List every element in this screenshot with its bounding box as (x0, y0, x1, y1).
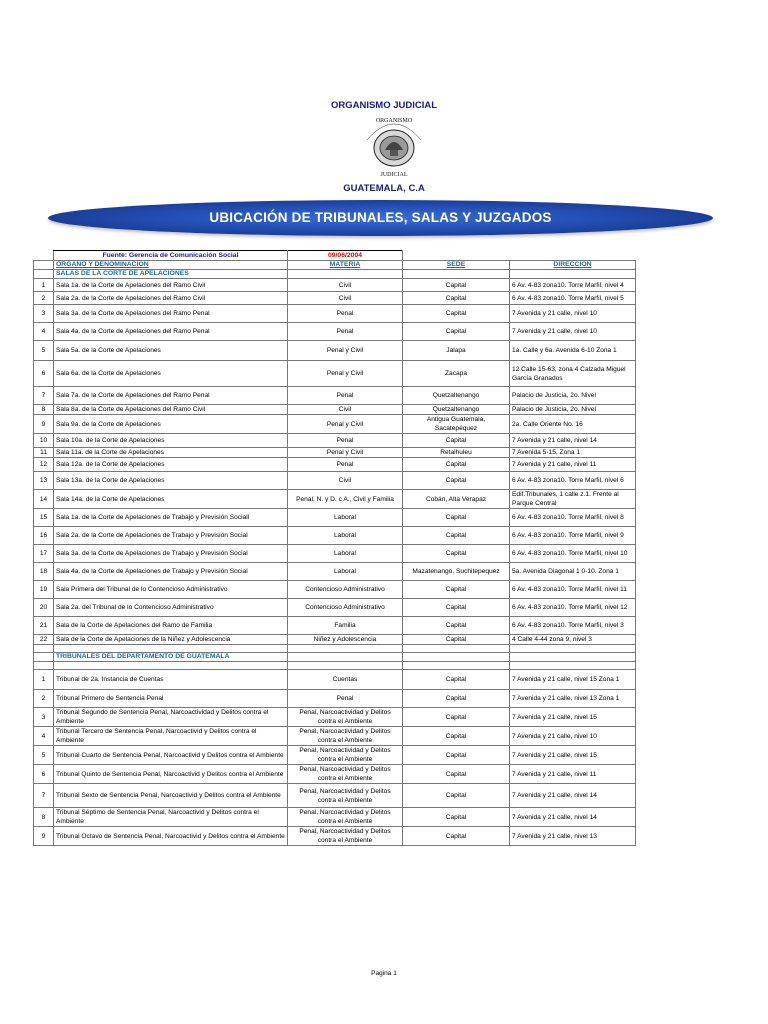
row-direccion: 7 Avenida y 21 calle, nivel 13 Zona 1 (510, 690, 636, 708)
row-materia: Laboral (288, 545, 403, 563)
row-number: 3 (34, 708, 54, 727)
row-direccion: 6 Av. 4-83 zona10. Torre Marfil, nivel 11 (510, 581, 636, 599)
row-direccion: 4 Calle 4-44 zona 9, nivel 3 (510, 635, 636, 645)
row-direccion: 12 Calle 15-63, zona 4 Calzada Miguel García Granados (510, 361, 636, 387)
row-direccion: 6 Av. 4-83 zona10. Torre Marfil, nivel 8 (510, 509, 636, 527)
row-sede: Capital (403, 581, 510, 599)
header-sede: SEDE (403, 261, 510, 270)
row-sede: Capital (403, 635, 510, 645)
row-sede: Capital (403, 617, 510, 635)
table-row (34, 387, 636, 405)
row-organo: Sala 1a. de la Corte de Apelaciones del Ramo Civil (54, 279, 288, 292)
row-materia: Penal y Civil (288, 341, 403, 361)
page-footer: Pagina 1 (371, 970, 397, 977)
row-direccion: 7 Avenida y 21 calle, nivel 14 (510, 784, 636, 808)
source-date: 09/06/2004 (288, 251, 403, 261)
row-sede: Capital (403, 727, 510, 746)
table-row (34, 292, 636, 305)
table-row (34, 617, 636, 635)
row-direccion: 7 Avenida y 21 calle, nivel 14 (510, 434, 636, 448)
judicial-seal-logo (355, 112, 433, 180)
row-organo: Tribunal Quinto de Sentencia Penal, Narcoactivid y Delitos contra el Ambiente (54, 765, 288, 784)
row-organo: Sala 2a. de la Corte de Apelaciones de Trabajo y Previsión Social (54, 527, 288, 545)
row-organo: Sala 3a. de la Corte de Apelaciones de Trabajo y Previsión Social (54, 545, 288, 563)
row-number: 7 (34, 784, 54, 808)
row-materia: Familia (288, 617, 403, 635)
row-organo: Sala 4a. de la Corte de Apelaciones del Ramo Penal (54, 323, 288, 341)
row-direccion: Palacio de Justicia, 2o. Nivel (510, 387, 636, 405)
row-materia: Penal y Civil (288, 448, 403, 458)
table-row (34, 808, 636, 827)
empty-cell (34, 645, 54, 653)
source-row (34, 251, 636, 261)
row-number: 7 (34, 387, 54, 405)
row-materia: Penal, Narcoactividad y Delitos contra el Ambiente (288, 784, 403, 808)
section-title: SALAS DE LA CORTE DE APELACIONES (54, 270, 288, 279)
row-direccion: 6 Av. 4-83 zona10. Torre Marfil, nivel 4 (510, 279, 636, 292)
row-organo: Sala 11a. de la Corte de Apelaciones (54, 448, 288, 458)
row-materia: Penal (288, 458, 403, 472)
row-organo: Sala 1a. de la Corte de Apelaciones de Trabajo y Previsión Sociall (54, 509, 288, 527)
table-row (34, 405, 636, 415)
row-direccion: 6 Av. 4-83 zona10. Torre Marfil, nivel 9 (510, 527, 636, 545)
row-organo: Sala de la Corte de Apelaciones de la Niñez y Adolescencia (54, 635, 288, 645)
org-title: ORGANISMO JUDICIAL (330, 100, 438, 111)
row-direccion: 5a. Avenida Diagonal 1 0-10. Zona 1 (510, 563, 636, 581)
table-row (34, 448, 636, 458)
row-organo: Tribunal Octavo de Sentencia Penal, Narcoactivid y Delitos contra el Ambiente (54, 827, 288, 846)
row-number: 15 (34, 509, 54, 527)
table-row (34, 341, 636, 361)
row-sede: Capital (403, 323, 510, 341)
row-sede: Capital (403, 746, 510, 765)
row-number: 1 (34, 279, 54, 292)
row-organo: Sala 7a. de la Corte de Apelaciones del Ramo Penal (54, 387, 288, 405)
row-sede: Capital (403, 765, 510, 784)
row-materia: Penal, Narcoactividad y Delitos contra el Ambiente (288, 708, 403, 727)
empty-cell (54, 662, 288, 670)
row-organo: Sala 13a. de la Corte de Apelaciones (54, 472, 288, 490)
row-materia: Penal y Civil (288, 361, 403, 387)
row-number: 5 (34, 341, 54, 361)
row-direccion: 1a. Calle y 6a. Avenida 6-10 Zona 1 (510, 341, 636, 361)
row-number: 5 (34, 746, 54, 765)
table-row (34, 361, 636, 387)
row-sede: Capital (403, 827, 510, 846)
section-spacer (34, 270, 54, 279)
empty-cell (403, 662, 510, 670)
table-row (34, 635, 636, 645)
section-spacer (288, 653, 403, 662)
row-sede: Retalhuleu (403, 448, 510, 458)
row-number: 6 (34, 361, 54, 387)
row-number: 4 (34, 323, 54, 341)
column-header-row (34, 261, 636, 270)
section-spacer (510, 270, 636, 279)
table-row (34, 323, 636, 341)
row-materia: Penal y Civil (288, 415, 403, 434)
row-materia: Penal (288, 323, 403, 341)
row-number: 3 (34, 305, 54, 323)
row-number: 13 (34, 472, 54, 490)
row-organo: Sala 14a. de la Corte de Apelaciones (54, 490, 288, 509)
row-direccion: 7 Avenida y 21 calle, nivel 11 (510, 458, 636, 472)
row-organo: Sala 2a. de la Corte de Apelaciones del Ramo Civil (54, 292, 288, 305)
row-direccion: 6 Av. 4-83 zona10. Torre Marfil, nivel 10 (510, 545, 636, 563)
row-materia: Laboral (288, 563, 403, 581)
row-number: 4 (34, 727, 54, 746)
empty-cell (288, 645, 403, 653)
row-materia: Penal, Narcoactividad y Delitos contra el Ambiente (288, 746, 403, 765)
empty-row (34, 662, 636, 670)
table-row (34, 599, 636, 617)
section-row (34, 270, 636, 279)
row-sede: Capital (403, 509, 510, 527)
row-organo: Tribunal Segundo de Sentencia Penal, Narcoactividad y Delitos contra el Ambiente (54, 708, 288, 727)
row-materia: Penal (288, 434, 403, 448)
row-materia: Laboral (288, 527, 403, 545)
row-direccion: 7 Avenida y 21 calle, nivel 14 (510, 808, 636, 827)
row-sede: Mazatenango, Suchitepequez (403, 563, 510, 581)
row-number: 11 (34, 448, 54, 458)
row-organo: Sala 3a. de la Corte de Apelaciones del Ramo Penal (54, 305, 288, 323)
table-row (34, 490, 636, 509)
row-direccion: 7 Avenida y 21 calle, nivel 15 (510, 708, 636, 727)
table-row (34, 727, 636, 746)
table-row (34, 581, 636, 599)
row-organo: Tribunal Sexto de Sentencia Penal, Narcoactivid y Delitos contra el Ambiente (54, 784, 288, 808)
row-direccion: 7 Avenida y 21 calle, nivel 11 (510, 765, 636, 784)
section-spacer (403, 270, 510, 279)
row-materia: Civil (288, 292, 403, 305)
row-sede: Capital (403, 808, 510, 827)
row-materia: Civil (288, 279, 403, 292)
row-number: 1 (34, 670, 54, 690)
table-row (34, 509, 636, 527)
table-row (34, 527, 636, 545)
row-direccion: 7 Avenida y 21 calle, nivel 13 (510, 827, 636, 846)
empty-cell (288, 662, 403, 670)
row-direccion: 7 Avenida y 21 calle, nivel 10 (510, 727, 636, 746)
row-materia: Penal, N. y D. c A., Civil y Familia (288, 490, 403, 509)
row-direccion: 7 Avenida y 21 calle, nivel 10 (510, 305, 636, 323)
table-row (34, 305, 636, 323)
row-materia: Penal (288, 690, 403, 708)
row-number: 8 (34, 405, 54, 415)
table-row (34, 670, 636, 690)
row-materia: Penal, Narcoactividad y Delitos contra el Ambiente (288, 827, 403, 846)
row-sede: Capital (403, 472, 510, 490)
table-row (34, 563, 636, 581)
section-spacer (510, 653, 636, 662)
row-sede: Capital (403, 670, 510, 690)
row-materia: Penal, Narcoactividad y Delitos contra el Ambiente (288, 727, 403, 746)
row-direccion: Edif.Tribunales, 1 calle z.1. Frente al Parque Central (510, 490, 636, 509)
row-number: 10 (34, 434, 54, 448)
row-direccion: 6 Av. 4-83 zona10. Torre Marfil, nivel 5 (510, 292, 636, 305)
row-organo: Tribunal Séptimo de Sentencia Penal, Narcoactivid y Delitos contra el Ambiente (54, 808, 288, 827)
row-number: 21 (34, 617, 54, 635)
row-organo: Tribunal de 2a. Instancia de Cuentas (54, 670, 288, 690)
row-direccion: 2a. Calle Oriente No. 16 (510, 415, 636, 434)
row-number: 16 (34, 527, 54, 545)
row-sede: Capital (403, 458, 510, 472)
row-number: 19 (34, 581, 54, 599)
row-direccion: 7 Avenida y 21 calle, nivel 15 (510, 746, 636, 765)
section-spacer (288, 270, 403, 279)
row-number: 17 (34, 545, 54, 563)
row-materia: Penal, Narcoactividad y Delitos contra el Ambiente (288, 765, 403, 784)
row-organo: Sala 10a. de la Corte de Apelaciones (54, 434, 288, 448)
table-row (34, 784, 636, 808)
section-title: TRIBUNALES DEL DEPARTAMENTO DE GUATEMALA (54, 653, 288, 662)
table-row (34, 690, 636, 708)
row-sede: Capital (403, 292, 510, 305)
row-materia: Penal, Narcoactividad y Delitos contra el Ambiente (288, 808, 403, 827)
table-row (34, 458, 636, 472)
row-number: 2 (34, 292, 54, 305)
row-materia: Niñez y Adolescencia (288, 635, 403, 645)
row-sede: Capital (403, 599, 510, 617)
header-direccion: DIRECCIÓN (510, 261, 636, 270)
source-label: Fuente: Gerencia de Comunicación Social (54, 251, 288, 261)
row-number: 6 (34, 765, 54, 784)
row-number: 8 (34, 808, 54, 827)
row-sede: Zacapa (403, 361, 510, 387)
row-materia: Contencioso Administrativo (288, 581, 403, 599)
empty-cell (34, 662, 54, 670)
row-direccion: 6 Av. 4-83 zona10. Torre Marfil, nivel 3 (510, 617, 636, 635)
row-number: 22 (34, 635, 54, 645)
row-sede: Capital (403, 784, 510, 808)
row-organo: Sala 6a. de la Corte de Apelaciones (54, 361, 288, 387)
section-spacer (403, 653, 510, 662)
row-number: 20 (34, 599, 54, 617)
row-direccion: 6 Av. 4-83 zona10. Torre Marfil, nivel 6 (510, 472, 636, 490)
row-sede: Quetzaltenango (403, 405, 510, 415)
row-sede: Jalapa (403, 341, 510, 361)
row-organo: Sala 12a. de la Corte de Apelaciones (54, 458, 288, 472)
row-sede: Cobán, Alta Verapaz (403, 490, 510, 509)
row-number: 9 (34, 827, 54, 846)
row-sede: Capital (403, 434, 510, 448)
row-organo: Sala 5a. de la Corte de Apelaciones (54, 341, 288, 361)
row-materia: Penal (288, 387, 403, 405)
row-materia: Contencioso Administrativo (288, 599, 403, 617)
row-organo: Tribunal Tercero de Sentencia Penal, Narcoactivid y Delitos contra el Ambiente (54, 727, 288, 746)
table-row (34, 472, 636, 490)
row-organo: Sala 2a. del Tribunal de lo Contencioso Administrativo (54, 599, 288, 617)
svg-text:ORGANISMO: ORGANISMO (375, 118, 413, 124)
row-organo: Sala de la Corte de Apelaciones del Ramo de Familia (54, 617, 288, 635)
row-organo: Tribunal Primero de Sentencia Penal (54, 690, 288, 708)
row-sede: Quetzaltenango (403, 387, 510, 405)
row-sede: Capital (403, 545, 510, 563)
table-row (34, 765, 636, 784)
row-sede: Capital (403, 690, 510, 708)
row-direccion: Palacio de Justicia, 2o. Nivel (510, 405, 636, 415)
banner-title: UBICACIÓN DE TRIBUNALES, SALAS Y JUZGADOS (209, 210, 552, 225)
section-row (34, 653, 636, 662)
row-materia: Penal (288, 305, 403, 323)
row-direccion: 7 Avenida y 21 calle, nivel 15 Zona 1 (510, 670, 636, 690)
row-sede: Capital (403, 708, 510, 727)
table-row (34, 827, 636, 846)
row-materia: Laboral (288, 509, 403, 527)
empty-row (34, 645, 636, 653)
country-title: GUATEMALA, C.A (343, 183, 425, 194)
row-organo: Sala 8a. de la Corte de Apelaciones del Ramo Civil (54, 405, 288, 415)
row-number: 18 (34, 563, 54, 581)
empty-cell (54, 645, 288, 653)
svg-text:JUDICIAL: JUDICIAL (380, 172, 408, 178)
row-number: 14 (34, 490, 54, 509)
section-spacer (34, 653, 54, 662)
header-organo: ORGANO Y DENOMINACION (54, 261, 288, 270)
row-materia: Civil (288, 472, 403, 490)
row-organo: Sala 4a. de la Corte de Apelaciones de Trabajo y Previsión Social (54, 563, 288, 581)
row-sede: Capital (403, 305, 510, 323)
row-number: 12 (34, 458, 54, 472)
row-organo: Sala 9a. de la Corte de Apelaciones (54, 415, 288, 434)
row-sede: Antigua Guatemala, Sacatepéquez (403, 415, 510, 434)
header-materia: MATERIA (288, 261, 403, 270)
row-materia: Cuentas (288, 670, 403, 690)
row-organo: Tribunal Cuarto de Sentencia Penal, Narcoactivid y Delitos contra el Ambiente (54, 746, 288, 765)
table-row (34, 746, 636, 765)
row-organo: Sala Primera del Tribunal de lo Contencioso Administrativo (54, 581, 288, 599)
table-row (34, 545, 636, 563)
empty-cell (403, 645, 510, 653)
row-sede: Capital (403, 527, 510, 545)
empty-cell (510, 662, 636, 670)
row-number: 9 (34, 415, 54, 434)
table-row (34, 279, 636, 292)
table-row (34, 434, 636, 448)
row-direccion: 7 Avenida 5-15, Zona 1 (510, 448, 636, 458)
empty-cell (510, 645, 636, 653)
row-direccion: 7 Avenida y 21 calle, nivel 10 (510, 323, 636, 341)
row-materia: Civil (288, 405, 403, 415)
row-number: 2 (34, 690, 54, 708)
row-sede: Capital (403, 279, 510, 292)
tribunals-table (33, 250, 636, 846)
row-direccion: 6 Av. 4-83 zona10. Torre Marfil, nivel 12 (510, 599, 636, 617)
table-row (34, 415, 636, 434)
table-row (34, 708, 636, 727)
